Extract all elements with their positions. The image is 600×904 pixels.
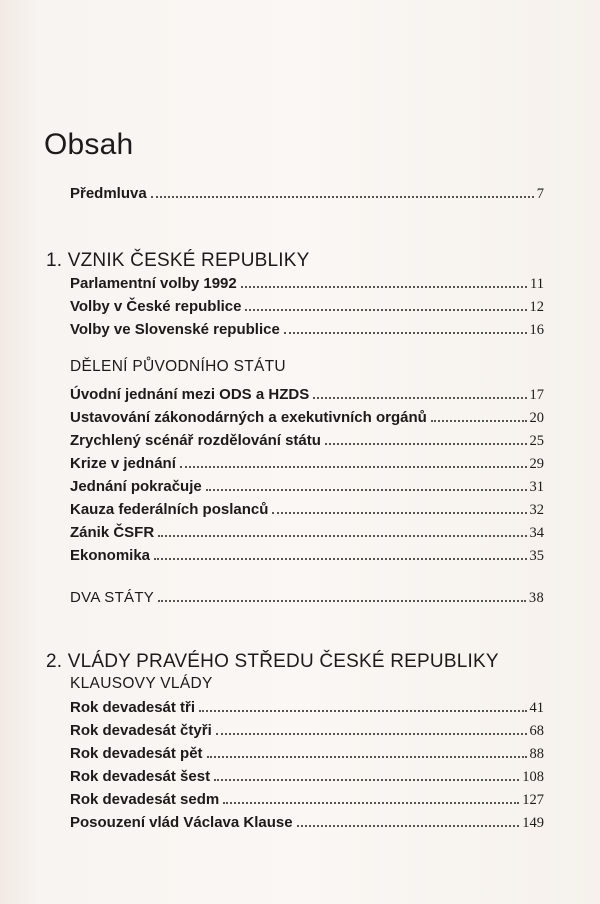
dot-leader: [158, 600, 526, 602]
section-heading-deleni: DĚLENÍ PŮVODNÍHO STÁTU: [70, 358, 286, 375]
toc-entry-label: Rok devadesát sedm: [70, 791, 220, 808]
dot-leader: [154, 558, 526, 560]
toc-entry-label: Zrychlený scénář rozdělování státu: [70, 432, 321, 449]
toc-page-number: 34: [529, 525, 544, 541]
toc-page-number: 16: [529, 322, 544, 338]
toc-entry-label: Předmluva: [70, 185, 147, 202]
toc-entry-label: Ekonomika: [70, 547, 151, 564]
toc-entry: [70, 522, 544, 544]
toc-entry-label: Volby ve Slovenské republice: [70, 321, 280, 338]
toc-page-number: 17: [529, 387, 544, 403]
dot-leader: [223, 802, 519, 804]
toc-page-number: 29: [529, 456, 544, 472]
toc-entry: [70, 812, 544, 834]
toc-page-number: 88: [529, 746, 544, 762]
toc-entry: [70, 296, 544, 318]
dot-leader: [151, 196, 534, 198]
toc-entry: [70, 697, 544, 719]
toc-entry-dva-staty: [70, 587, 544, 609]
section-heading-klausovy: KLAUSOVY VLÁDY: [70, 675, 213, 692]
part-heading-2: 2. VLÁDY PRAVÉHO STŘEDU ČESKÉ REPUBLIKY: [46, 651, 499, 672]
toc-page-number: 7: [536, 186, 544, 202]
dot-leader: [180, 466, 527, 468]
toc-entry: [70, 430, 544, 452]
dot-leader: [241, 286, 527, 288]
toc-page-number: 25: [529, 433, 544, 449]
toc-page-number: 41: [529, 700, 544, 716]
toc-entry: [70, 273, 544, 295]
dot-leader: [245, 309, 526, 311]
toc-entry: [70, 766, 544, 788]
toc-entry: [70, 789, 544, 811]
toc-entry-label: Ustavování zákonodárných a exekutivních orgánů: [70, 409, 427, 426]
toc-page-number: 12: [529, 299, 544, 315]
toc-page-number: 20: [529, 410, 544, 426]
dot-leader: [206, 489, 527, 491]
page-title: Obsah: [44, 128, 134, 161]
toc-entry-label: Rok devadesát čtyři: [70, 722, 212, 739]
toc-entry-label: Zánik ČSFR: [70, 524, 155, 541]
toc-entry: [70, 720, 544, 742]
toc-entry-label: DVA STÁTY: [70, 589, 155, 606]
toc-entry: [70, 319, 544, 341]
dot-leader: [158, 535, 526, 537]
part-heading-1: 1. VZNIK ČESKÉ REPUBLIKY: [46, 250, 310, 271]
toc-entry-label: Parlamentní volby 1992: [70, 275, 237, 292]
dot-leader: [284, 332, 527, 334]
toc-page-number: 68: [529, 723, 544, 739]
toc-entry: [70, 545, 544, 567]
toc-entry-label: Rok devadesát šest: [70, 768, 211, 785]
toc-page-number: 32: [529, 502, 544, 518]
dot-leader: [207, 756, 527, 758]
dot-leader: [297, 825, 520, 827]
toc-entry-preface: [70, 183, 544, 205]
toc-entry: [70, 453, 544, 475]
dot-leader: [313, 397, 526, 399]
toc-entry-label: Kauza federálních poslanců: [70, 501, 269, 518]
toc-entry-label: Krize v jednání: [70, 455, 176, 472]
toc-entry-label: Úvodní jednání mezi ODS a HZDS: [70, 386, 310, 403]
toc-entry-label: Rok devadesát tři: [70, 699, 196, 716]
toc-page-number: 108: [522, 769, 544, 785]
dot-leader: [214, 779, 519, 781]
dot-leader: [325, 443, 527, 445]
toc-page-number: 149: [522, 815, 544, 831]
toc-entry-label: Posouzení vlád Václava Klause: [70, 814, 293, 831]
toc-entry-label: Volby v České republice: [70, 298, 242, 315]
toc-entry: [70, 476, 544, 498]
toc-page-number: 35: [529, 548, 544, 564]
toc-page-number: 11: [530, 276, 544, 292]
toc-page-number: 38: [528, 590, 544, 606]
toc-entry-label: Rok devadesát pět: [70, 745, 203, 762]
toc-page-number: 31: [529, 479, 544, 495]
toc-entry: [70, 407, 544, 429]
dot-leader: [431, 420, 527, 422]
toc-entry: [70, 384, 544, 406]
toc-entry: [70, 743, 544, 765]
dot-leader: [272, 512, 526, 514]
dot-leader: [199, 710, 526, 712]
toc-entry-label: Jednání pokračuje: [70, 478, 202, 495]
dot-leader: [216, 733, 527, 735]
toc-entry: [70, 499, 544, 521]
toc-page-number: 127: [522, 792, 544, 808]
